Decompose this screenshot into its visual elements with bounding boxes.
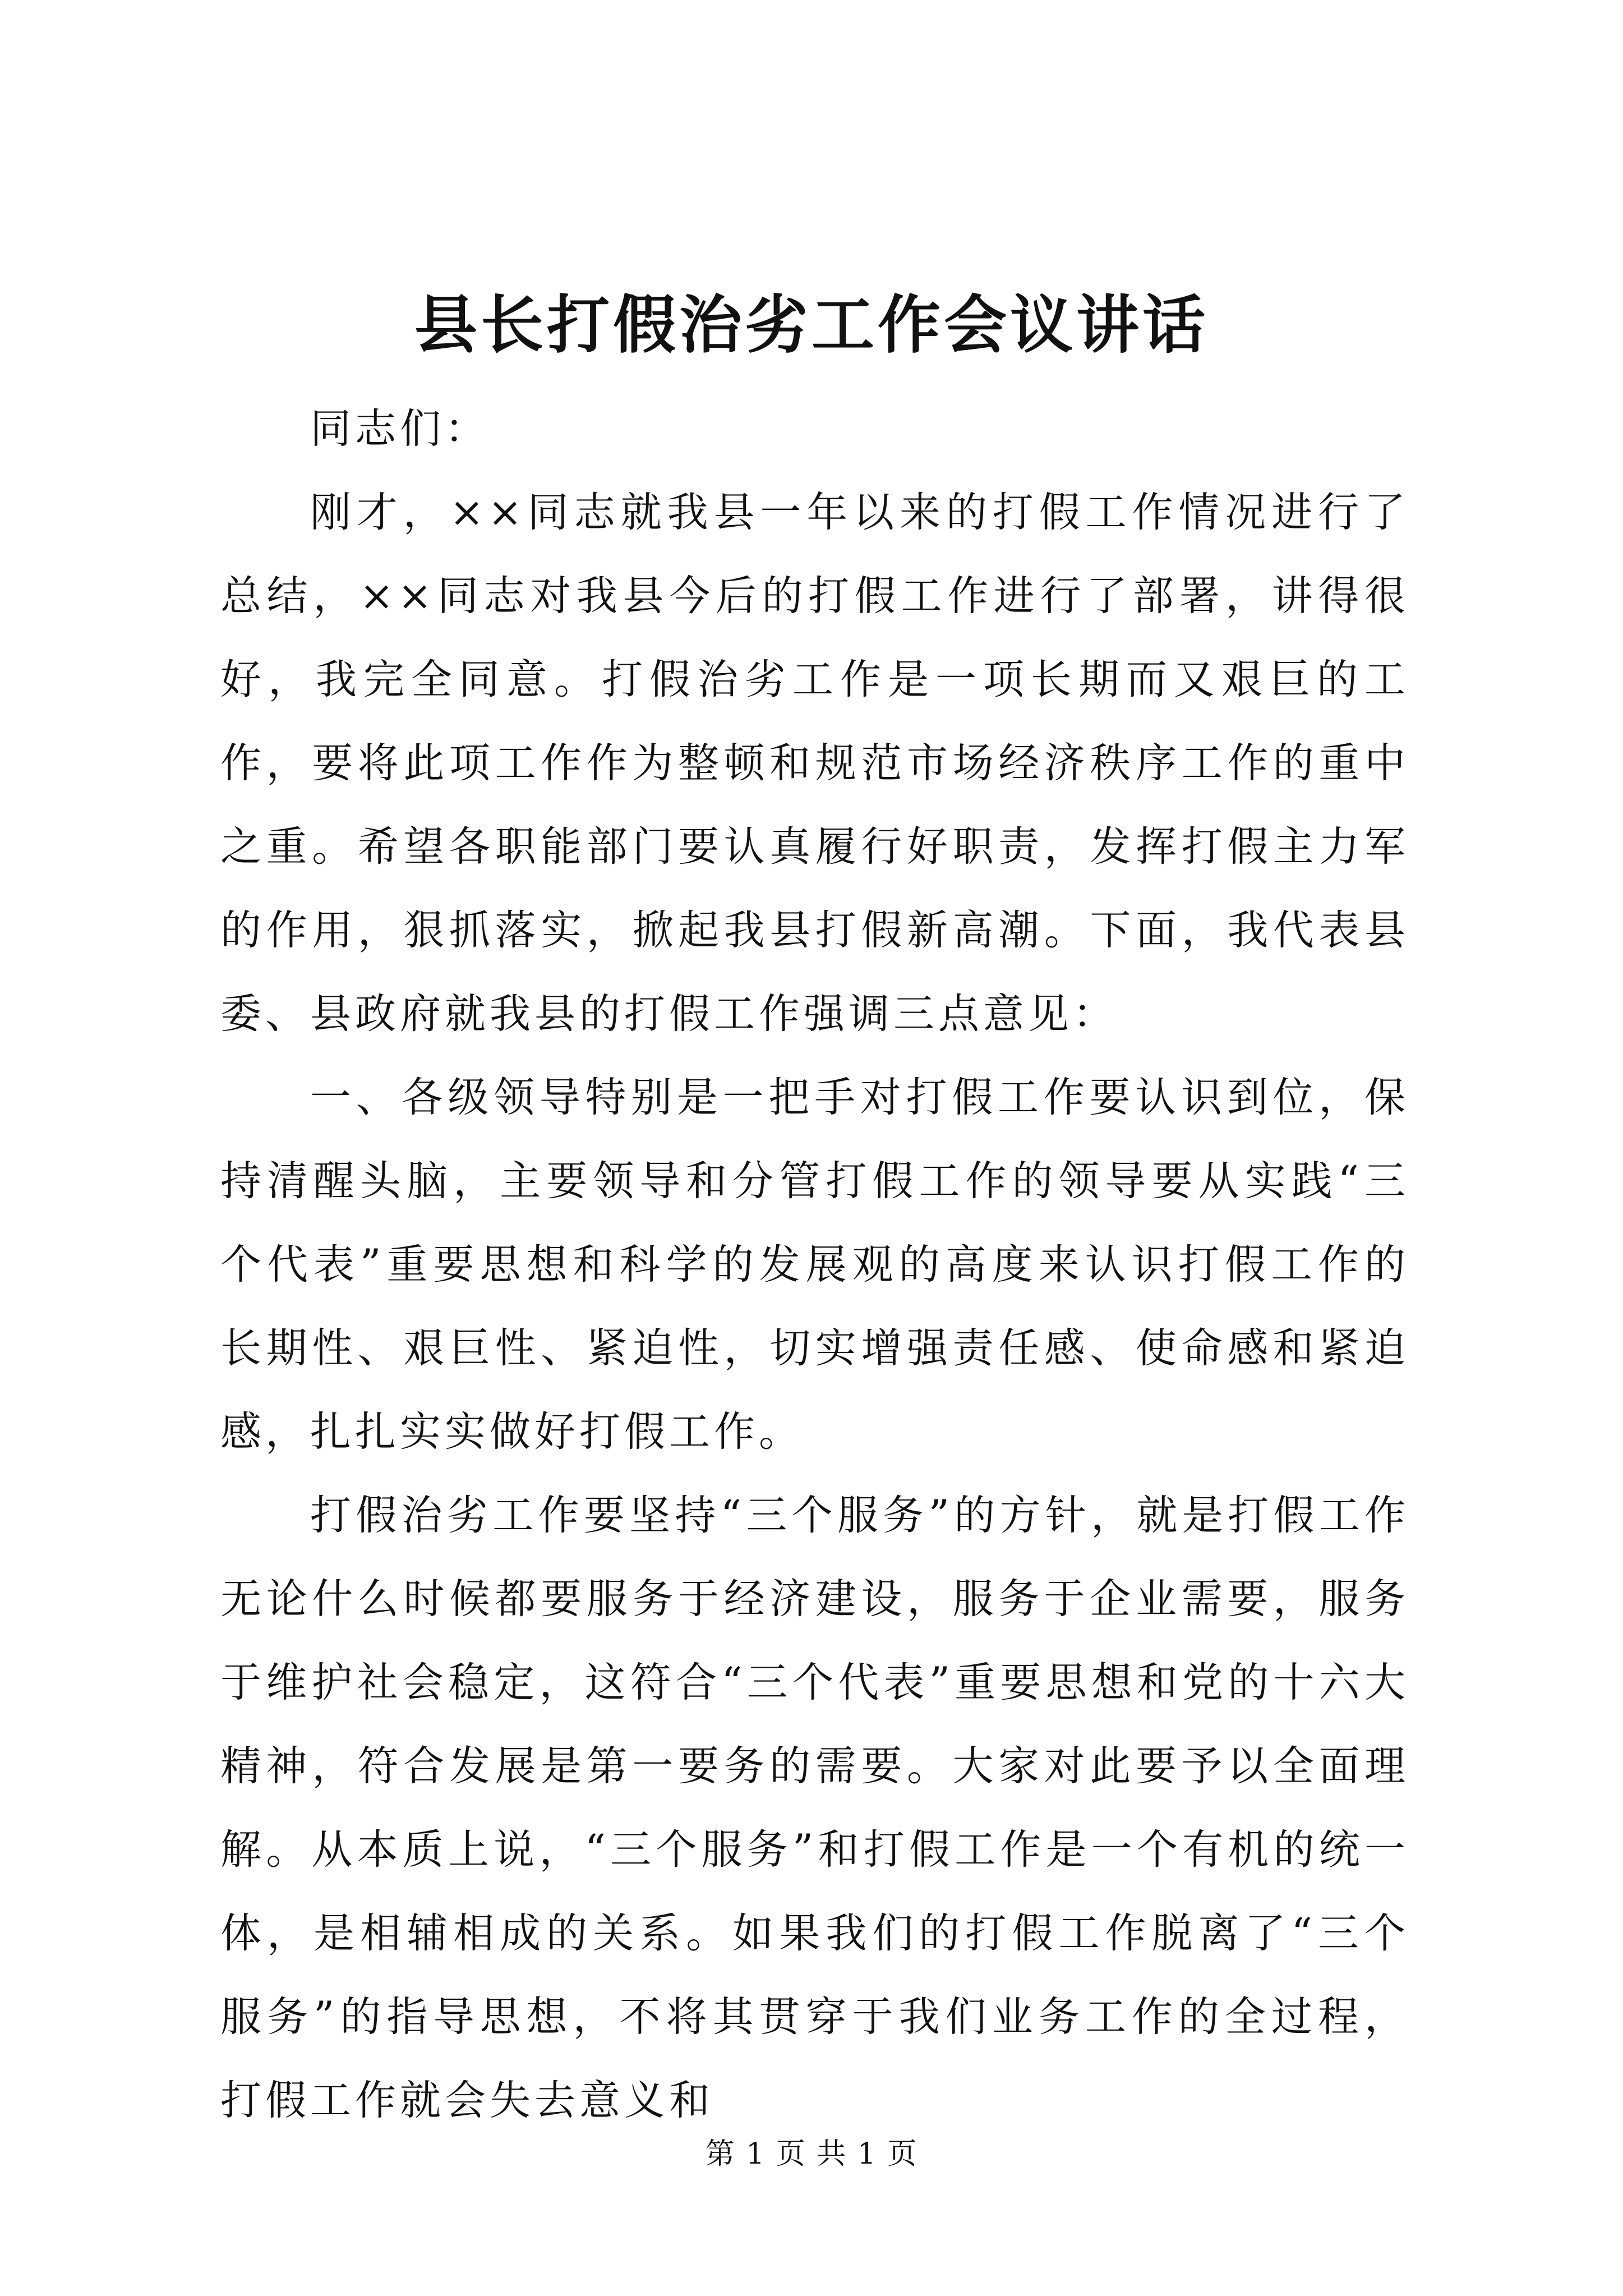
page-footer: 第 1 页 共 1 页: [705, 2137, 918, 2171]
document-body: [220, 387, 1409, 2142]
document-title: 县长打假治劣工作会议讲话: [414, 288, 1209, 362]
three-services-paragraph: 打假治劣工作要坚持“三个服务”的方针，就是打假工作无论什么时候都要服务于经济建设，服务于企业需要，服务于维护社会稳定，这符合“三个代表”重要思想和党的十六大精神，符合发展是第一要务的需要。大家对此要予以全面理解。从本质上说，“三个服务”和打假工作是一个有机的统一体，是相辅相成的关系。如果我们的打假工作脱离了“三个服务”的指导思想，不将其贯穿于我们业务工作的全过程，打假工作就会失去意义和: [220, 1492, 1409, 2124]
opening-paragraph: 刚才，××同志就我县一年以来的打假工作情况进行了总结，××同志对我县今后的打假工作进行了部署，讲得很好，我完全同意。打假治劣工作是一项长期而又艰巨的工作，要将此项工作作为整顿和规范市场经济秩序工作的重中之重。希望各职能部门要认真履行好职责，发挥打假主力军的作用，狠抓落实，掀起我县打假新高潮。下面，我代表县委、县政府就我县的打假工作强调三点意见：: [220, 489, 1409, 1038]
salutation-paragraph: 同志们：: [310, 405, 490, 453]
point-one-paragraph: 一、各级领导特别是一把手对打假工作要认识到位，保持清醒头脑，主要领导和分管打假工作的领导要从实践“三个代表”重要思想和科学的发展观的高度来认识打假工作的长期性、艰巨性、紧迫性，切实增强责任感、使命感和紧迫感，扎扎实实做好打假工作。: [220, 1074, 1409, 1456]
